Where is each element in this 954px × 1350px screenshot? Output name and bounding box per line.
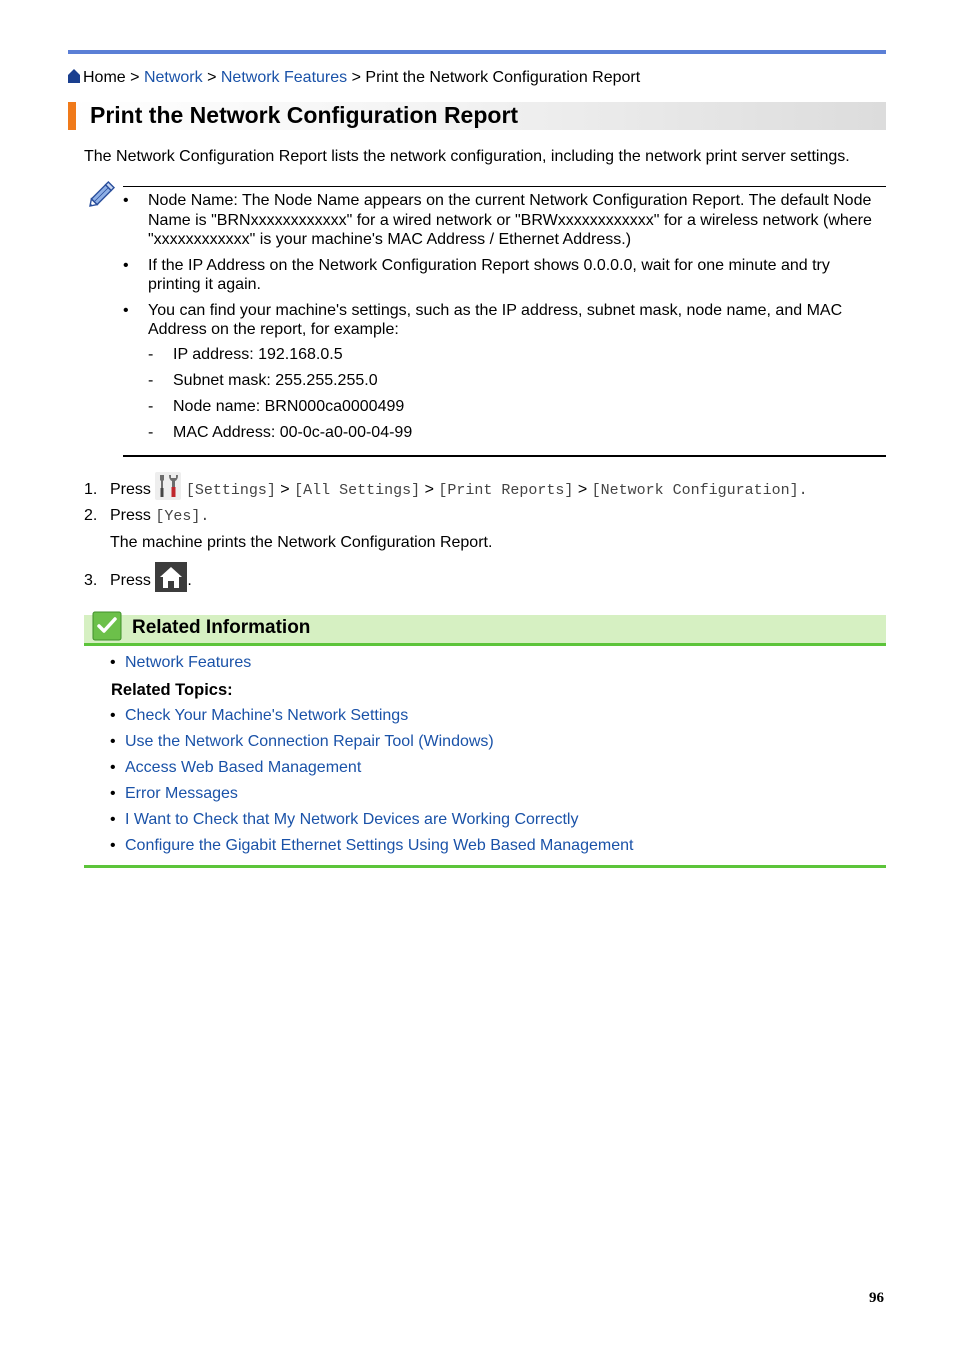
related-information-heading: Related Information bbox=[132, 617, 311, 638]
example-list bbox=[148, 345, 886, 443]
breadcrumb-sep: > bbox=[130, 69, 140, 86]
list-item bbox=[110, 810, 633, 836]
list-item bbox=[110, 758, 633, 784]
press-text: Press bbox=[110, 572, 151, 590]
related-information-bar bbox=[84, 615, 886, 646]
home-icon[interactable] bbox=[68, 69, 80, 89]
breadcrumb-sep: > bbox=[207, 69, 217, 86]
settings-tools-icon bbox=[155, 472, 181, 508]
step-2-result: The machine prints the Network Configuration Report. bbox=[110, 534, 493, 551]
title-accent bbox=[68, 102, 76, 130]
example-item: - Node name: BRN000ca0000499 bbox=[148, 397, 886, 417]
press-text: Press bbox=[110, 481, 151, 499]
menu-network-configuration: [Network Configuration]. bbox=[591, 482, 808, 500]
note-item-ip-address: • If the IP Address on the Network Configuration Report shows 0.0.0.0, wait for one minute and try printing it again. bbox=[123, 256, 886, 295]
note-item-settings-text: You can find your machine's settings, such as the IP address, subnet mask, node name, and MAC Address on the report, for example: bbox=[148, 301, 843, 338]
topic-link-check-devices[interactable]: I Want to Check that My Network Devices are Working Correctly bbox=[125, 811, 579, 828]
related-topics-heading: Related Topics: bbox=[111, 681, 233, 699]
step-number: 1. bbox=[84, 481, 98, 499]
breadcrumb-network-link[interactable]: Network bbox=[143, 69, 203, 86]
step-sep: > bbox=[424, 481, 434, 499]
step-period: . bbox=[187, 572, 192, 590]
menu-print-reports: [Print Reports] bbox=[438, 482, 574, 500]
topic-link-check-network-settings[interactable]: Check Your Machine's Network Settings bbox=[125, 707, 409, 724]
example-item: - Subnet mask: 255.255.255.0 bbox=[148, 371, 886, 391]
menu-settings: [Settings] bbox=[185, 482, 276, 500]
breadcrumb-network-features-link[interactable]: Network Features bbox=[220, 69, 348, 86]
step-3 bbox=[84, 562, 192, 600]
note-item-settings bbox=[123, 301, 886, 443]
page-title: Print the Network Configuration Report bbox=[90, 102, 519, 128]
press-text: Press bbox=[110, 507, 151, 524]
pencil-icon bbox=[86, 178, 118, 215]
breadcrumb bbox=[68, 68, 640, 89]
list-item bbox=[110, 836, 633, 862]
related-list bbox=[110, 653, 251, 679]
page-number: 96 bbox=[869, 1290, 884, 1306]
menu-yes: [Yes]. bbox=[155, 508, 210, 525]
checkmark-icon bbox=[92, 611, 122, 646]
top-rule bbox=[68, 50, 886, 54]
step-2 bbox=[84, 504, 209, 529]
example-item: - IP address: 192.168.0.5 bbox=[148, 345, 886, 365]
related-bottom-rule bbox=[84, 865, 886, 868]
breadcrumb-current: Print the Network Configuration Report bbox=[365, 69, 641, 86]
breadcrumb-sep: > bbox=[351, 69, 361, 86]
topic-link-web-based-management[interactable]: Access Web Based Management bbox=[125, 759, 362, 776]
topic-link-gigabit-ethernet[interactable]: Configure the Gigabit Ethernet Settings Using Web Based Management bbox=[125, 837, 634, 854]
note-box bbox=[123, 186, 886, 457]
title-bar bbox=[68, 102, 886, 130]
step-number: 2. bbox=[84, 507, 98, 524]
menu-all-settings: [All Settings] bbox=[294, 482, 421, 500]
step-1 bbox=[84, 472, 808, 508]
home-button-icon bbox=[155, 562, 187, 600]
step-number: 3. bbox=[84, 572, 98, 590]
example-item: - MAC Address: 00-0c-a0-00-04-99 bbox=[148, 423, 886, 443]
list-item bbox=[110, 784, 633, 810]
topic-link-repair-tool[interactable]: Use the Network Connection Repair Tool (Windows) bbox=[125, 733, 494, 750]
breadcrumb-home[interactable]: Home bbox=[83, 69, 126, 86]
related-link-network-features[interactable]: Network Features bbox=[125, 654, 252, 671]
note-item-node-name: • Node Name: The Node Name appears on the current Network Configuration Report. The default Node Name is "BRNxxxxxxxxxxxx" for a wired network or "BRWxxxxxxxxxxxx" for a wireless network (where "xxxxxxxxxxxx" is your machine's MAC Address / Ethernet Address.) bbox=[123, 191, 886, 250]
related-topics-list bbox=[110, 706, 633, 862]
step-sep: > bbox=[577, 481, 588, 499]
step-sep: > bbox=[280, 481, 290, 499]
intro-text: The Network Configuration Report lists the network configuration, including the network print server settings. bbox=[84, 148, 850, 165]
list-item bbox=[110, 653, 251, 679]
list-item bbox=[110, 706, 633, 732]
topic-link-error-messages[interactable]: Error Messages bbox=[125, 785, 238, 802]
list-item bbox=[110, 732, 633, 758]
